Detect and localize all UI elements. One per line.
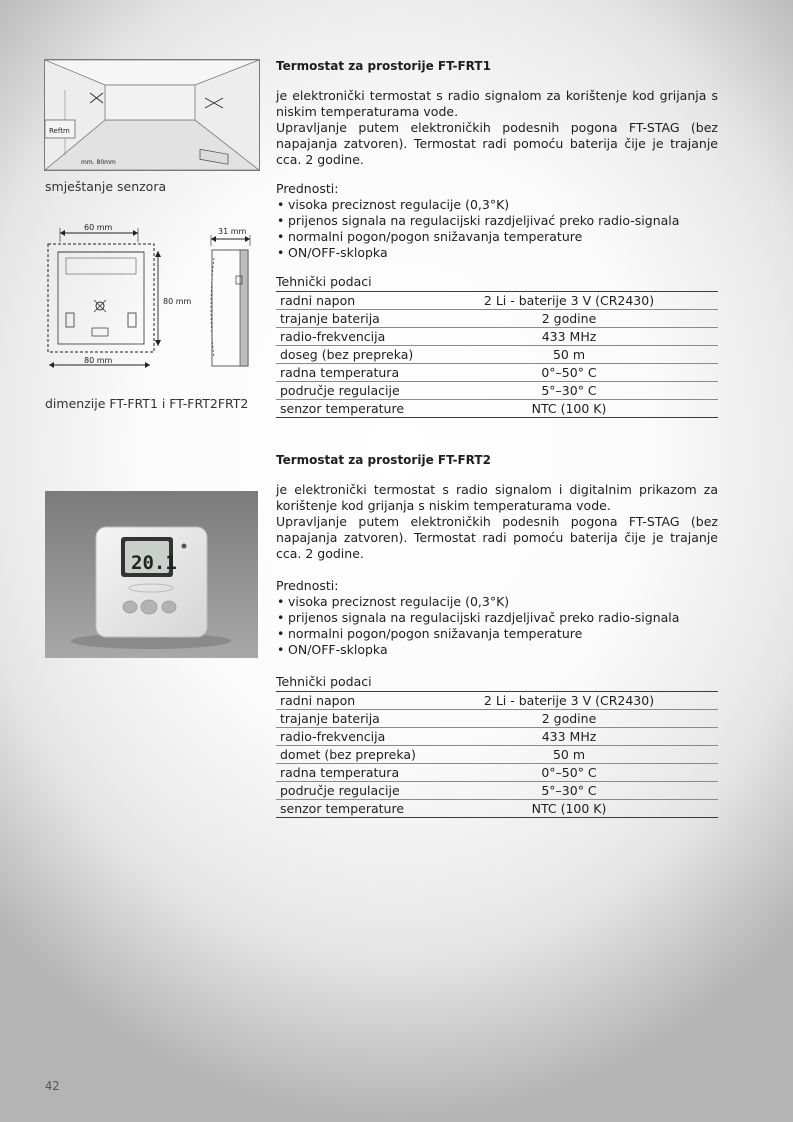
advantage-item: • ON/OFF-sklopka [276, 642, 718, 658]
table-row [276, 346, 718, 364]
spec-label: domet (bez prepreka) [276, 746, 420, 764]
spec-label: radna temperatura [276, 764, 420, 782]
spec-label: područje regulacije [276, 382, 420, 400]
spec-value: 2 Li - baterije 3 V (CR2430) [420, 692, 718, 710]
spec-value: 2 godine [420, 710, 718, 728]
room-sign-text: Reftm [49, 127, 70, 135]
advantage-item: • prijenos signala na regulacijski razdjeljivać preko radio-signala [276, 213, 718, 229]
table-row [276, 782, 718, 800]
table-row [276, 328, 718, 346]
advantage-item: • visoka preciznost regulacije (0,3°K) [276, 594, 718, 610]
section-frt1 [276, 58, 718, 418]
caption-sensor-placement: smještanje senzora [45, 179, 167, 194]
dim-width-top: 60 mm [84, 223, 113, 232]
spec-heading: Tehnički podaci [276, 674, 372, 689]
spec-heading: Tehnički podaci [276, 274, 372, 289]
spec-label: radni napon [276, 292, 420, 310]
sensor-placement-image [44, 59, 260, 171]
section-frt2 [276, 452, 718, 818]
spec-value: 2 Li - baterije 3 V (CR2430) [420, 292, 718, 310]
spec-value: 5°–30° C [420, 382, 718, 400]
spec-value: 50 m [420, 746, 718, 764]
description-para-1: je elektronički termostat s radio signalom i digitalnim prikazom za korištenje kod grijanja s niskim temperaturama vode. [276, 482, 718, 513]
spec-label: radna temperatura [276, 364, 420, 382]
description-para-2: Upravljanje putem elektroničkih podesnih pogona FT-STAG (bez napajanja zatvoren). Termostat radi pomoću baterija čije je trajanje cca. 2 godine. [276, 514, 718, 561]
description-para-2: Upravljanje putem elektroničkih podesnih pogona FT-STAG (bez napajanja zatvoren). Termostat radi pomoću baterija čije je trajanje cca. 2 godine. [276, 120, 718, 167]
spec-label: radio-frekvencija [276, 328, 420, 346]
spec-label: trajanje baterija [276, 710, 420, 728]
spec-table [276, 691, 718, 818]
advantages-heading: Prednosti: [276, 181, 339, 196]
description-para-1: je elektronički termostat s radio signalom za korištenje kod grijanja s niskim temperaturama vode. [276, 88, 718, 119]
dim-width-bottom: 80 mm [84, 356, 113, 365]
spec-value: 50 m [420, 346, 718, 364]
table-row [276, 310, 718, 328]
table-row [276, 710, 718, 728]
advantage-item: • normalni pogon/pogon snižavanja temperature [276, 229, 718, 245]
display-reading: 20.1 [131, 552, 177, 574]
spec-label: radio-frekvencija [276, 728, 420, 746]
section-title: Termostat za prostorije FT-FRT1 [276, 59, 491, 73]
table-row [276, 364, 718, 382]
spec-label: radni napon [276, 692, 420, 710]
dim-depth: 31 mm [218, 227, 247, 236]
spec-label: doseg (bez prepreka) [276, 346, 420, 364]
table-row [276, 800, 718, 818]
caption-dimensions: dimenzije FT-FRT1 i FT-FRT2FRT2 [45, 396, 249, 411]
spec-value: 433 MHz [420, 728, 718, 746]
table-row [276, 764, 718, 782]
dimension-drawing [44, 218, 258, 382]
thermostat-photo [45, 491, 258, 658]
section-title: Termostat za prostorije FT-FRT2 [276, 453, 491, 467]
table-row [276, 292, 718, 310]
spec-table [276, 291, 718, 418]
spec-value: 5°–30° C [420, 782, 718, 800]
advantages-heading: Prednosti: [276, 578, 339, 593]
spec-value: 0°–50° C [420, 764, 718, 782]
advantage-item: • normalni pogon/pogon snižavanja temperature [276, 626, 718, 642]
advantage-item: • prijenos signala na regulacijski razdjeljivač preko radio-signala [276, 610, 718, 626]
advantage-item: • ON/OFF-sklopka [276, 245, 718, 261]
spec-label: područje regulacije [276, 782, 420, 800]
spec-label: trajanje baterija [276, 310, 420, 328]
table-row [276, 400, 718, 418]
spec-value: 2 godine [420, 310, 718, 328]
spec-value: 433 MHz [420, 328, 718, 346]
table-row [276, 692, 718, 710]
advantage-item: • visoka preciznost regulacije (0,3°K) [276, 197, 718, 213]
spec-value: 0°–50° C [420, 364, 718, 382]
advantages-list [276, 594, 718, 658]
spec-value: NTC (100 K) [420, 400, 718, 418]
table-row [276, 382, 718, 400]
advantages-list [276, 197, 718, 261]
page-number: 42 [45, 1079, 60, 1093]
room-bottom-text: mm. 80mm [81, 159, 116, 166]
table-row [276, 746, 718, 764]
spec-label: senzor temperature [276, 400, 420, 418]
table-row [276, 728, 718, 746]
spec-value: NTC (100 K) [420, 800, 718, 818]
spec-label: senzor temperature [276, 800, 420, 818]
dim-height: 80 mm [163, 297, 192, 306]
